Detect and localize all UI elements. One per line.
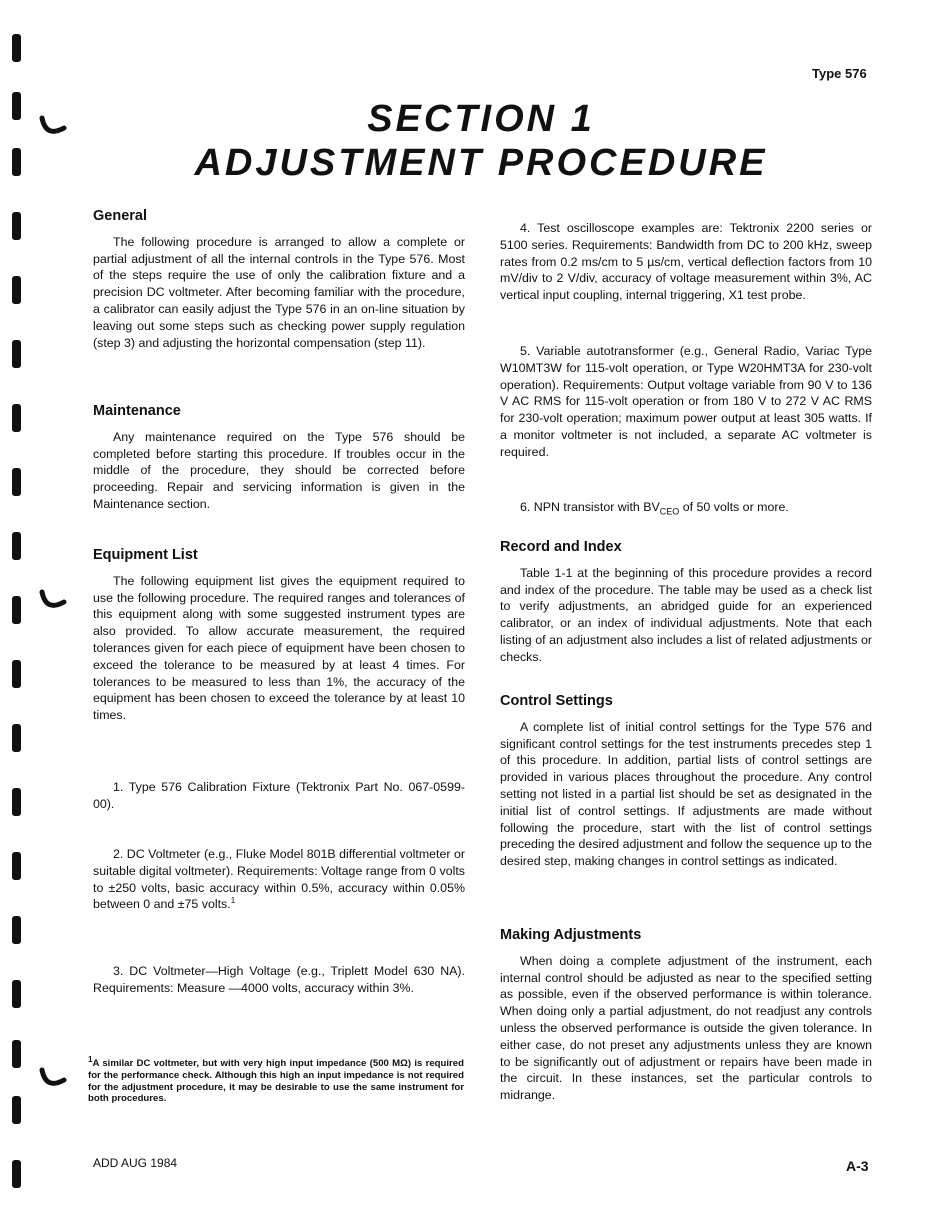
control-heading: Control Settings [500,693,613,709]
equipment-item-4-text: 4. Test oscilloscope examples are: Tektronix 2200 series or 5100 series. Requirements: Bandwidth from DC to 200 kHz, sweep rates from 0.2 ms/cm to 5 µs/cm, vertical deflection factors from 10 mV/div to 2 V/div, accuracy of voltage measurement within 3%, AC vertical input coupling, internal triggering, X1 test probe. [500,221,872,303]
binding-mark [12,1096,21,1124]
equipment-item-3 [93,963,465,997]
equipment-item-4 [500,220,872,304]
binding-mark [12,276,21,304]
binding-hook [42,592,64,605]
binding-mark [12,532,21,560]
making-section [500,927,872,1104]
footnote [88,1054,464,1105]
binding-mark [12,1160,21,1188]
record-section [500,539,872,666]
maintenance-paragraph: Any maintenance required on the Type 576 should be completed before starting this procedure. If troubles occur in the middle of the procedure, they should be corrected before proceeding. Repair and servicing information is given in the Maintenance section. [93,429,465,511]
equipment-section [93,547,465,724]
general-heading: General [93,208,147,224]
making-paragraph: When doing a complete adjustment of the instrument, each internal control should be adjusted as near to the specified setting as possible, even if the observed performance is within tolerance. When doing only a partial adjustment, do not readjust any controls unless the observed performance is outside the given tolerance. In either case, do not preset any adjustments unless they are known to be significantly out of adjustment or repairs have been made in the circuit. In these instances, set the particular controls to midrange. [500,953,872,1103]
section-title: SECTION 1 [367,98,595,140]
binding-mark [12,788,21,816]
maintenance-heading: Maintenance [93,403,181,419]
equipment-item-1 [93,779,465,813]
equipment-item-2-text: 2. DC Voltmeter (e.g., Fluke Model 801B differential voltmeter or suitable digital voltmeter). Requirements: Voltage range from 0 volts to ±250 volts, basic accuracy within 0.5%, accuracy within 0.05% between 0 and ±75 volts. [93,847,465,912]
binding-mark [12,852,21,880]
binding-mark [12,212,21,240]
binding-mark [12,980,21,1008]
general-section [93,208,465,351]
footnote-mark: 1 [88,1054,93,1064]
equipment-item-6-text-end: of 50 volts or more. [679,500,789,514]
binding-mark [12,340,21,368]
equipment-item-6-subscript: CEO [659,506,680,517]
maintenance-section [93,403,465,513]
binding-mark [12,916,21,944]
binding-mark [12,34,21,62]
footer-revision-date: ADD AUG 1984 [93,1156,178,1170]
page-number: A-3 [846,1158,869,1174]
record-paragraph: Table 1-1 at the beginning of this procedure provides a record and index of the procedure. The table may be used as a check list to verify adjustments, an abridged guide for an experienced calibrator, or an index of individual adjustments. Note that each listing of an adjustment also includes a list of related adjustments or checks. [500,565,872,664]
control-section [500,693,872,870]
binding-mark [12,660,21,688]
equipment-item-5-text: 5. Variable autotransformer (e.g., General Radio, Variac Type W10MT3W for 115-volt operation, or Type W20HMT3A for 230-volt operation). Requirements: Output voltage variable from 90 V to 136 V AC RMS for 115-volt operation or from 180 V to 272 V AC RMS for 230-volt operation; maximum power output at least 305 watts. If a monitor voltmeter is not included, a separate AC voltmeter is required. [500,344,872,459]
binding-hook [42,1070,64,1083]
binding-mark [12,724,21,752]
footnote-text: A similar DC voltmeter, but with very high input impedance (500 MΩ) is required for the performance check. Although this high an input impedance is not required for the adjustment procedure, it may be desirable to use the same instrument for both procedures. [88,1058,464,1105]
equipment-item-6 [500,499,872,516]
equipment-item-1-text: 1. Type 576 Calibration Fixture (Tektronix Part No. 067-0599-00). [93,780,465,811]
binding-mark [12,1040,21,1068]
binding-mark [12,404,21,432]
equipment-heading: Equipment List [93,547,198,563]
equipment-item-2 [93,846,465,913]
binding-mark [12,596,21,624]
footnote-ref: 1 [230,896,236,906]
equipment-item-3-text: 3. DC Voltmeter—High Voltage (e.g., Triplett Model 630 NA). Requirements: Measure —4000 volts, accuracy within 3%. [93,964,465,995]
section-subtitle: ADJUSTMENT PROCEDURE [194,142,768,184]
general-paragraph: The following procedure is arranged to allow a complete or partial adjustment of all the internal controls in the Type 576. Most of the steps require the use of only the calibration fixture and a precision DC voltmeter. After becoming familiar with the procedure, a calibrator can easily adjust the Type 576 in an on-line situation by leaving out some steps such as checking power supply regulation (step 3) and adjusting the horizontal compensation (step 11). [93,234,465,350]
equipment-item-5 [500,343,872,461]
running-head: Type 576 [812,66,867,81]
equipment-item-6-text: 6. NPN transistor with BV [520,500,660,514]
control-paragraph: A complete list of initial control settings for the Type 576 and significant control settings for the test instruments precedes step 1 of this procedure. In addition, partial lists of control settings are provided in various places throughout the procedure. Any control setting not listed in a partial list should be set as designated in the initial list of control settings. If adjustments are made without following the procedure, start with the list of control settings preceding the desired adjustment and follow the sequence up to the desired step, making changes in control settings as indicated. [500,719,872,869]
equipment-paragraph: The following equipment list gives the equipment required to use the following procedure. The required ranges and tolerances of this equipment along with some suggested instrument types are also provided. To allow accurate measurement, the required tolerances given for each piece of equipment have been chosen to exceed the tolerance to be measured by at least 4 times. For tolerances to be measured to less than 1%, the accuracy of the equipment has been chosen to exceed the tolerance by at least 10 times. [93,573,465,723]
binding-mark [12,468,21,496]
making-heading: Making Adjustments [500,927,642,943]
record-heading: Record and Index [500,539,622,555]
